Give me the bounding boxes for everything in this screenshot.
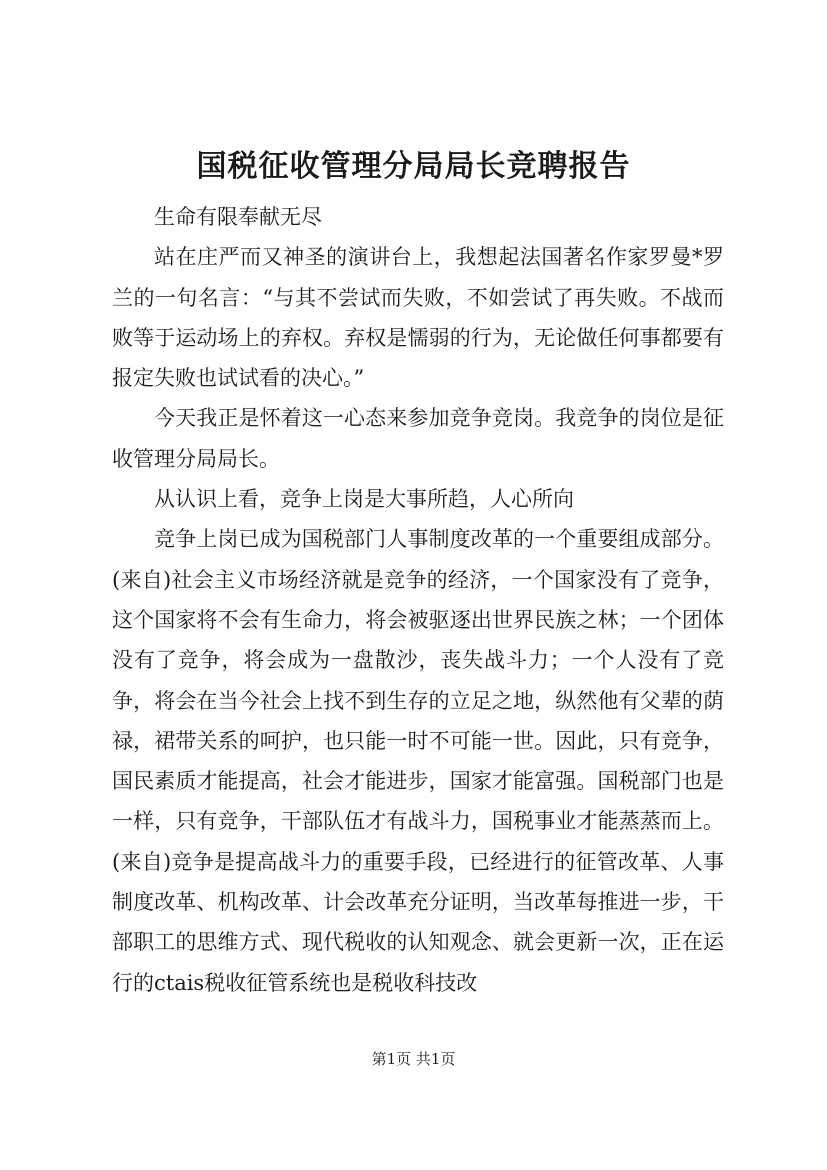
paragraph-subtitle: 生命有限奉献无尽 (154, 205, 322, 229)
document-body (112, 197, 724, 1003)
paragraph-2: 今天我正是怀着这一心态来参加竞争竞岗。我竞争的岗位是征收管理分局局长。 (112, 406, 724, 471)
paragraph-1: 站在庄严而又神圣的演讲台上，我想起法国著名作家罗曼*罗兰的一句名言：“与其不尝试而失败，不如尝试了再失败。不战而败等于运动场上的弃权。弃权是懦弱的行为，无论做任何事都要有报定失败也试试看的决心。” (112, 245, 724, 391)
page-footer: 第1页 共1页 (371, 1050, 456, 1068)
paragraph-3: 从认识上看，竞争上岗是大事所趋，人心所向 (154, 487, 574, 512)
document-title: 国税征收管理分局局长竞聘报告 (196, 149, 631, 184)
paragraph-4: 竞争上岗已成为国税部门人事制度改革的一个重要组成部分。(来自)社会主义市场经济就是竞争的经济，一个国家没有了竞争，这个国家将不会有生命力，将会被驱逐出世界民族之林；一个团体没有了竞争，将会成为一盘散沙，丧失战斗力；一个人没有了竞争，将会在当今社会上找不到生存的立足之地，纵然他有父辈的荫禄，裙带关系的呵护，也只能一时不可能一世。因此，只有竞争，国民素质才能提高，社会才能进步，国家才能富强。国税部门也是一样，只有竞争，干部队伍才有战斗力，国税事业才能蒸蒸而上。(来自)竞争是提高战斗力的重要手段，已经进行的征管改革、人事制度改革、机构改革、计会改革充分证明，当改革每推进一步，干部职工的思维方式、现代税收的认知观念、就会更新一次，正在运行的ctais税收征管系统也是税收科技改 (112, 527, 724, 995)
